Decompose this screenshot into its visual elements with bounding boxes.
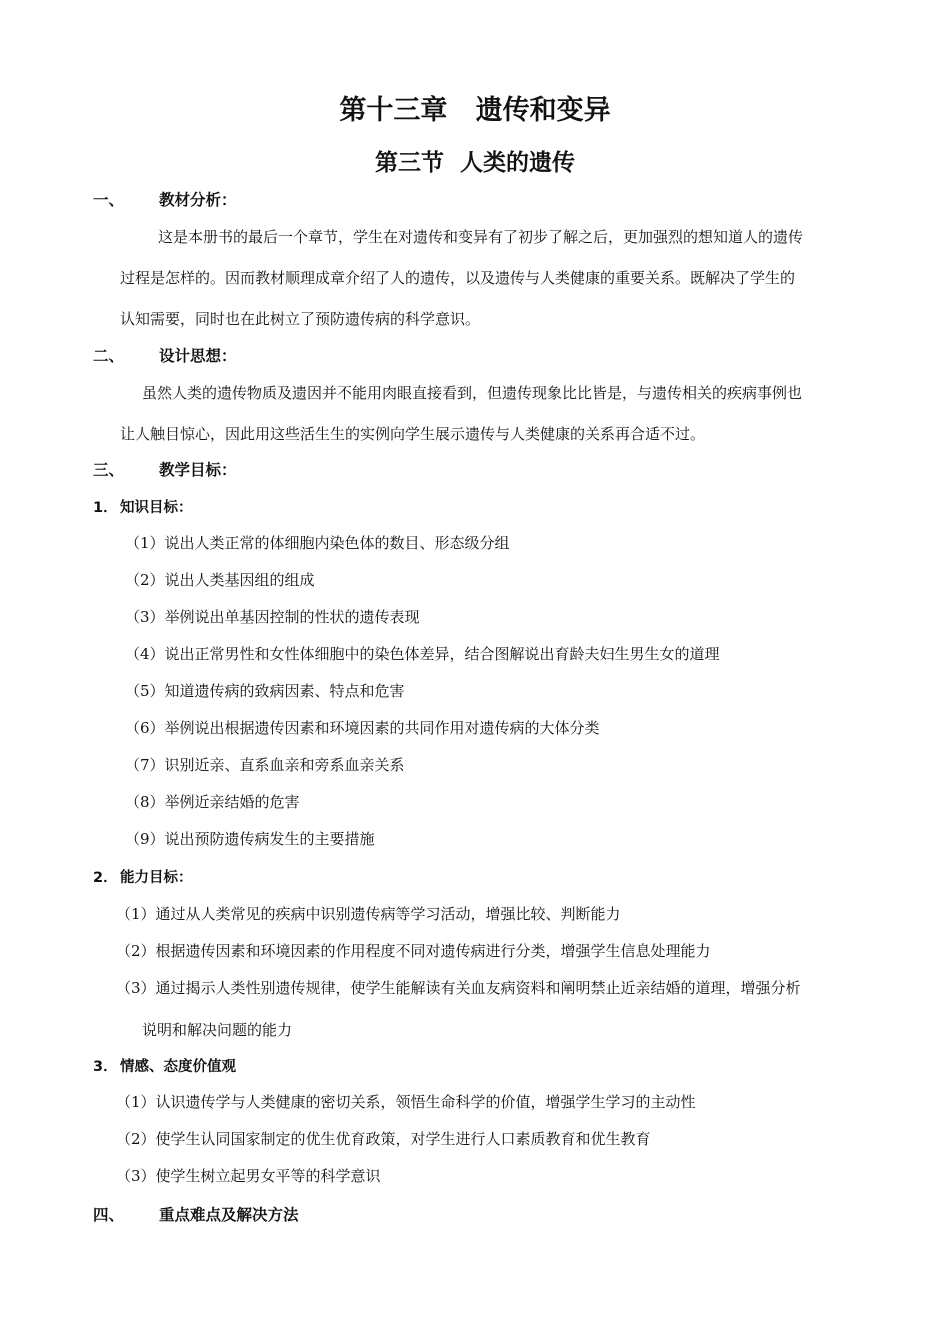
list-item-continuation: 说明和解决问题的能力	[142, 1021, 293, 1039]
section-heading-text: 设计思想：	[159, 347, 237, 365]
list-item: （9）说出预防遗传病发生的主要措施	[125, 830, 375, 848]
subheading-text: 情感、态度价值观	[120, 1059, 236, 1075]
list-item: （2）使学生认同国家制定的优生优育政策，对学生进行人口素质教育和优生教育	[116, 1130, 651, 1148]
subheading-text: 能力目标：	[120, 870, 193, 886]
list-item: （1）认识遗传学与人类健康的密切关系，领悟生命科学的价值，增强学生学习的主动性	[116, 1093, 696, 1111]
subheading-text: 知识目标：	[120, 500, 193, 516]
list-item: （4）说出正常男性和女性体细胞中的染色体差异，结合图解说出育龄夫妇生男生女的道理	[125, 645, 720, 663]
paragraph-line: 虽然人类的遗传物质及遗因并不能用肉眼直接看到，但遗传现象比比皆是，与遗传相关的疾病事例也	[142, 384, 803, 402]
paragraph-line: 这是本册书的最后一个章节，学生在对遗传和变异有了初步了解之后，更加强烈的想知道人的遗传	[158, 228, 804, 246]
subheading-knowledge-goals	[93, 496, 193, 517]
section-heading-textbook-analysis	[93, 188, 237, 210]
section-number: 四、	[93, 1206, 125, 1224]
list-item: （2）说出人类基因组的组成	[125, 571, 315, 589]
list-item: （8）举例近亲结婚的危害	[125, 793, 300, 811]
section-number: 三、	[93, 461, 125, 479]
list-item: （5）知道遗传病的致病因素、特点和危害	[125, 682, 405, 700]
list-item: （3）通过揭示人类性别遗传规律，使学生能解读有关血友病资料和阐明禁止近亲结婚的道理，增强分析	[116, 979, 801, 997]
subheading-number: 2．	[93, 870, 118, 886]
list-item: （7）识别近亲、直系血亲和旁系血亲关系	[125, 756, 405, 774]
subheading-ability-goals	[93, 866, 193, 887]
section-heading-text: 教学目标：	[159, 461, 237, 479]
list-item: （3）举例说出单基因控制的性状的遗传表现	[125, 608, 420, 626]
section-heading-key-points	[93, 1203, 299, 1225]
subheading-emotion-goals	[93, 1055, 236, 1076]
section-number: 二、	[93, 347, 125, 365]
chapter-title: 第十三章 遗传和变异	[339, 95, 611, 126]
section-heading-text: 重点难点及解决方法	[159, 1206, 299, 1224]
paragraph-line: 过程是怎样的。因而教材顺理成章介绍了人的遗传，以及遗传与人类健康的重要关系。既解决了学生的	[120, 269, 796, 287]
section-heading-text: 教材分析：	[159, 191, 237, 209]
list-item: （2）根据遗传因素和环境因素的作用程度不同对遗传病进行分类，增强学生信息处理能力	[116, 942, 711, 960]
list-item: （1）说出人类正常的体细胞内染色体的数目、形态级分组	[125, 534, 510, 552]
section-title: 第三节 人类的遗传	[374, 150, 575, 176]
list-item: （1）通过从人类常见的疾病中识别遗传病等学习活动，增强比较、判断能力	[116, 905, 621, 923]
subheading-number: 1．	[93, 500, 118, 516]
section-heading-design-idea	[93, 344, 237, 366]
list-item: （6）举例说出根据遗传因素和环境因素的共同作用对遗传病的大体分类	[125, 719, 600, 737]
list-item: （3）使学生树立起男女平等的科学意识	[116, 1167, 381, 1185]
section-heading-teaching-goals	[93, 458, 237, 480]
section-number: 一、	[93, 191, 125, 209]
subheading-number: 3．	[93, 1059, 118, 1075]
paragraph-line: 让人触目惊心，因此用这些活生生的实例向学生展示遗传与人类健康的关系再合适不过。	[120, 425, 706, 443]
paragraph-line: 认知需要，同时也在此树立了预防遗传病的科学意识。	[120, 310, 481, 328]
